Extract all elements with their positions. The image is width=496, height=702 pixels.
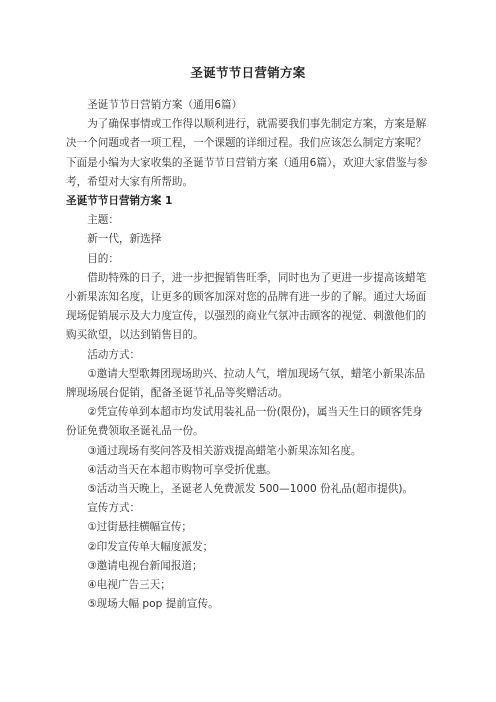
paragraph: 借助特殊的日子，进一步把握销售旺季，同时也为了更进一步提高该蜡笔小新果冻知名度，让更多的顾客加深对您的品牌有进一步的了解。通过大场面现场促销展示及大力度宣传，以强烈的商业气氛冲击顾客的视觉、刺激他们的购买欲望，以达到销售目的。 — [66, 271, 427, 342]
paragraph: 目的： — [87, 252, 119, 265]
paragraph: 活动方式： — [87, 348, 141, 361]
paragraph: 为了确保事情或工作得以顺利进行，就需要我们事先制定方案，方案是解决一个问题或者一项工程，一个课题的详细过程。我们应该怎么制定方案呢？下面是小编为大家收集的圣诞节节日营销方案（通用6篇），欢迎大家借鉴与参考，希望对大家有所帮助。 — [66, 118, 428, 188]
paragraph: ②印发宣传单大幅度派发； — [87, 540, 214, 553]
paragraph: 新一代，新选择 — [87, 233, 162, 246]
paragraph: ①过街悬挂横幅宣传； — [87, 521, 193, 534]
paragraph: ⑤活动当天晚上，圣诞老人免费派发 500—1000 份礼品(超市提供)。 — [87, 483, 414, 496]
paragraph: ④电视广告三天； — [87, 579, 171, 592]
paragraph: 主题： — [87, 214, 119, 227]
paragraph: 圣诞节节日营销方案（通用6篇） — [87, 99, 243, 111]
paragraph: ①邀请大型歌舞团现场助兴、拉动人气，增加现场气氛，蜡笔小新果冻品牌现场展台促销，配备圣诞节礼品等奖赠活动。 — [66, 367, 426, 400]
paragraph: 宣传方式： — [87, 502, 141, 515]
paragraph: ③通过现场有奖问答及相关游戏提高蜡笔小新果冻知名度。 — [87, 444, 362, 457]
paragraph: ⑤现场大幅 pop 提前宣传。 — [87, 598, 219, 611]
section-heading: 圣诞节节日营销方案 1 — [66, 195, 173, 208]
document-title: 圣诞节节日营销方案 — [190, 65, 306, 80]
paragraph: ④活动当天在本超市购物可享受折优惠。 — [87, 463, 277, 476]
document-body — [66, 96, 430, 614]
paragraph: ②凭宣传单到本超市均发试用装礼品一份(限份)，属当天生日的顾客凭身份证免费领取圣诞礼品一份。 — [66, 406, 423, 438]
paragraph: ③邀请电视台新闻报道； — [87, 559, 203, 572]
